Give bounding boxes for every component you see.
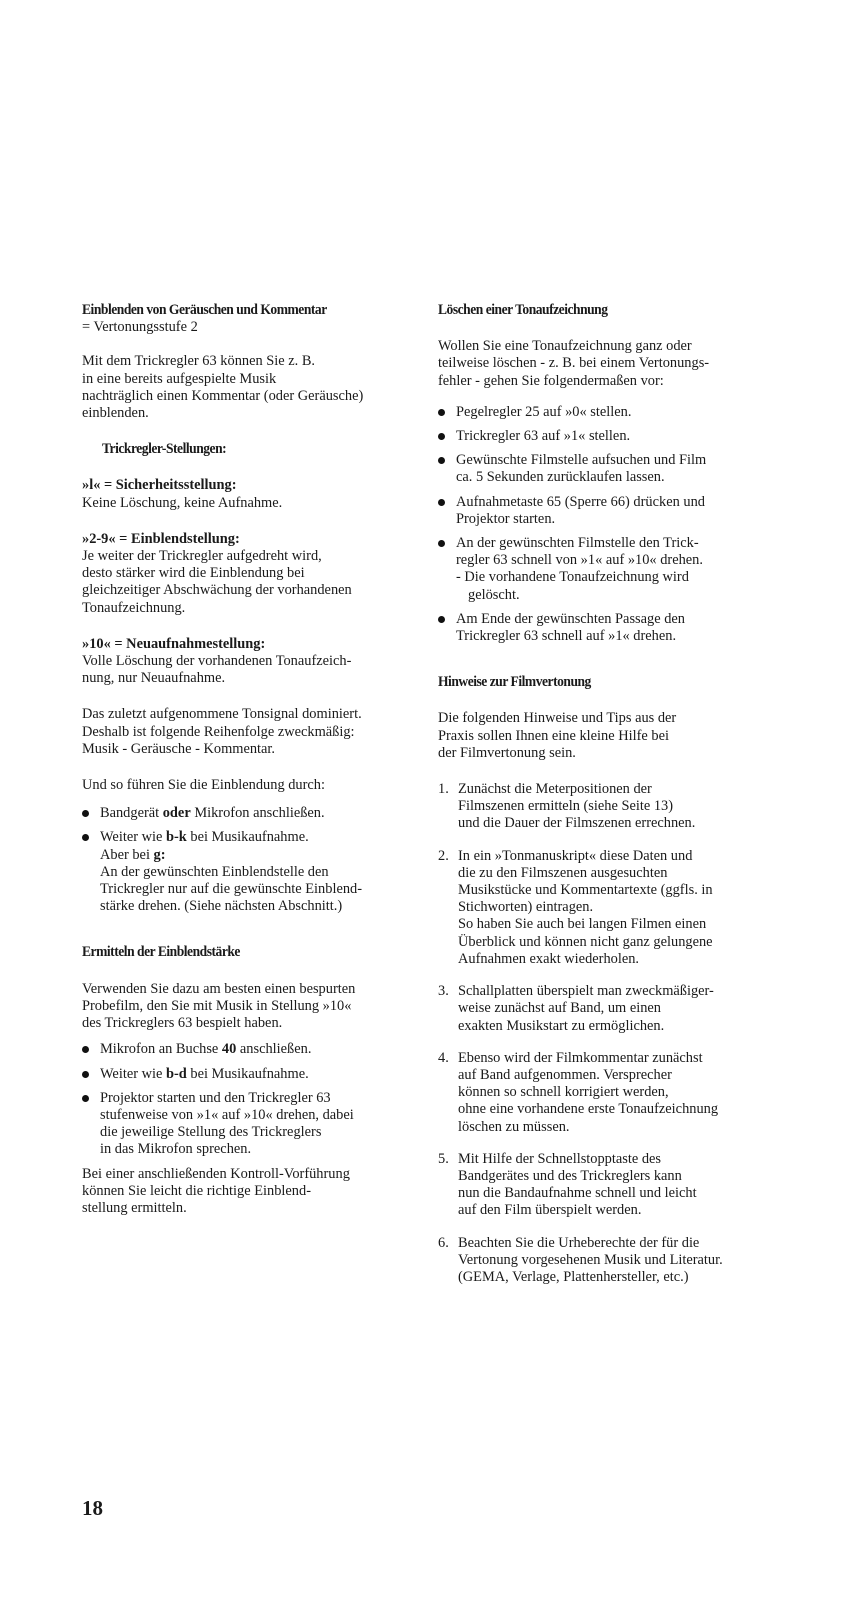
list-item: Bandgerät oder Mikrofon anschließen. (82, 805, 437, 822)
loeschen-intro: Wollen Sie eine Tonaufzeichnung ganz oder teilweise löschen - z. B. bei einem Vertonungs- fehler - gehen Sie folgendermaßen vor: (438, 338, 710, 389)
intro-paragraph: Mit dem Trickregler 63 können Sie z. B. in eine bereits aufgespielte Musik nachträglich einen Kommentar (oder Geräusche) einblenden. (82, 353, 364, 422)
list-item: 4. Ebenso wird der Filmkommentar zunächst auf Band aufgenommen. Versprecher können so schnell korrigiert werden, ohne eine vorhandene erste Tonaufzeichnung löschen zu müssen. (438, 1049, 719, 1135)
bullet-icon (438, 457, 445, 464)
bullet-icon (82, 1046, 89, 1053)
page-number: 18 (82, 1496, 103, 1520)
section-heading-loeschen: Löschen einer Tonaufzeichnung (438, 302, 608, 318)
einblendung-bullets (82, 805, 437, 915)
section-heading-hinweise: Hinweise zur Filmvertonung (438, 674, 591, 691)
list-item: Am Ende der gewünschten Passage den Trickregler 63 schnell auf »1« drehen. (438, 611, 798, 645)
ermitteln-paragraph: Verwenden Sie dazu am besten einen bespurten Probefilm, den Sie mit Musik in Stellung »10« des Trickreglers 63 bespielt haben. (82, 980, 356, 1032)
list-item: Mikrofon an Buchse 40 anschließen. (82, 1041, 437, 1058)
hinweise-numbered-list (438, 781, 798, 1286)
bullet-icon (82, 834, 89, 841)
list-item: An der gewünschten Filmstelle den Trick- regler 63 schnell von »1« auf »10« drehen. - Die vorhandene Tonaufzeichnung wird gelöscht. (438, 535, 798, 604)
bullet-icon (438, 616, 445, 623)
bullet-icon (82, 1095, 89, 1102)
list-item: Weiter wie b-k bei Musikaufnahme. Aber bei g: An der gewünschten Einblendstelle den Trickregler nur auf die gewünschte Einblend- stärke drehen. (Siehe nächsten Abschnitt.) (82, 829, 437, 915)
list-item: 2. In ein »Tonmanuskript« diese Daten und die zu den Filmszenen ausgesuchten Musikstücke und Kommentartexte (ggfls. in Stichworten) eintragen. So haben Sie auch bei langen Filmen einen Überblick und können nicht ganz gelungene Aufnahmen exakt wiederholen. (438, 847, 713, 967)
list-item: Projektor starten und den Trickregler 63 stufenweise von »1« auf »10« drehen, dabei die jeweilige Stellung des Trickreglers in das Mikrofon sprechen. (82, 1090, 437, 1159)
section-heading-einblenden: Einblenden von Geräuschen und Kommentar (82, 302, 327, 318)
list-item: 1. Zunächst die Meterpositionen der Filmszenen ermitteln (siehe Seite 13) und die Dauer der Filmszenen errechnen. (438, 781, 696, 832)
bullet-icon (438, 499, 445, 506)
list-item: Gewünschte Filmstelle aufsuchen und Film ca. 5 Sekunden zurücklaufen lassen. (438, 452, 798, 486)
list-item: 3. Schallplatten überspielt man zweckmäßiger- weise zunächst auf Band, um einen exakten Musikstart zu ermöglichen. (438, 983, 714, 1034)
left-column (82, 302, 437, 1217)
bullet-icon (82, 1071, 89, 1078)
list-item: 5. Mit Hilfe der Schnellstopptaste des Bandgerätes und des Trickreglers kann nun die Bandaufnahme schnell und leicht auf den Film überspielt werden. (438, 1150, 697, 1219)
ermitteln-bullets (82, 1041, 437, 1158)
setting-2-9: »2-9« = Einblendstellung: Je weiter der Trickregler aufgedreht wird, desto stärker wird die Einblendung bei gleichzeitiger Abschwächung der vorhandenen Tonaufzeichnung. (82, 530, 352, 616)
bullet-icon (438, 540, 445, 547)
dominance-paragraph: Das zuletzt aufgenommene Tonsignal dominiert. Deshalb ist folgende Reihenfolge zweckmäßig: Musik - Geräusche - Kommentar. (82, 706, 362, 757)
hinweise-paragraph: Die folgenden Hinweise und Tips aus der Praxis sollen Ihnen eine kleine Hilfe bei der Filmvertonung sein. (438, 710, 677, 761)
setting-1: »l« = Sicherheitsstellung: Keine Löschung, keine Aufnahme. (82, 477, 283, 511)
section-subheading-vertonungsstufe: = Vertonungsstufe 2 (82, 319, 198, 336)
list-item: Weiter wie b-d bei Musikaufnahme. (82, 1066, 437, 1083)
bullet-icon (438, 409, 445, 416)
howto-text: Und so führen Sie die Einblendung durch: (82, 777, 325, 794)
bullet-icon (438, 433, 445, 440)
section-heading-ermitteln: Ermitteln der Einblendstärke (82, 944, 240, 961)
right-column (438, 302, 798, 1301)
setting-10: »10« = Neuaufnahmestellung: Volle Löschung der vorhandenen Tonaufzeich- nung, nur Neuaufnahme. (82, 635, 352, 687)
list-item: 6. Beachten Sie die Urheberechte der für die Vertonung vorgesehenen Musik und Literatur. (GEMA, Verlage, Plattenhersteller, etc.) (438, 1234, 723, 1285)
list-item: Aufnahmetaste 65 (Sperre 66) drücken und Projektor starten. (438, 494, 798, 528)
loeschen-bullets (438, 404, 798, 645)
list-item: Pegelregler 25 auf »0« stellen. (438, 404, 798, 421)
kontroll-paragraph: Bei einer anschließenden Kontroll-Vorführung können Sie leicht die richtige Einblend- stellung ermitteln. (82, 1165, 350, 1216)
trickregler-heading: Trickregler-Stellungen: (102, 441, 227, 458)
list-item: Trickregler 63 auf »1« stellen. (438, 428, 798, 445)
bullet-icon (82, 810, 89, 817)
